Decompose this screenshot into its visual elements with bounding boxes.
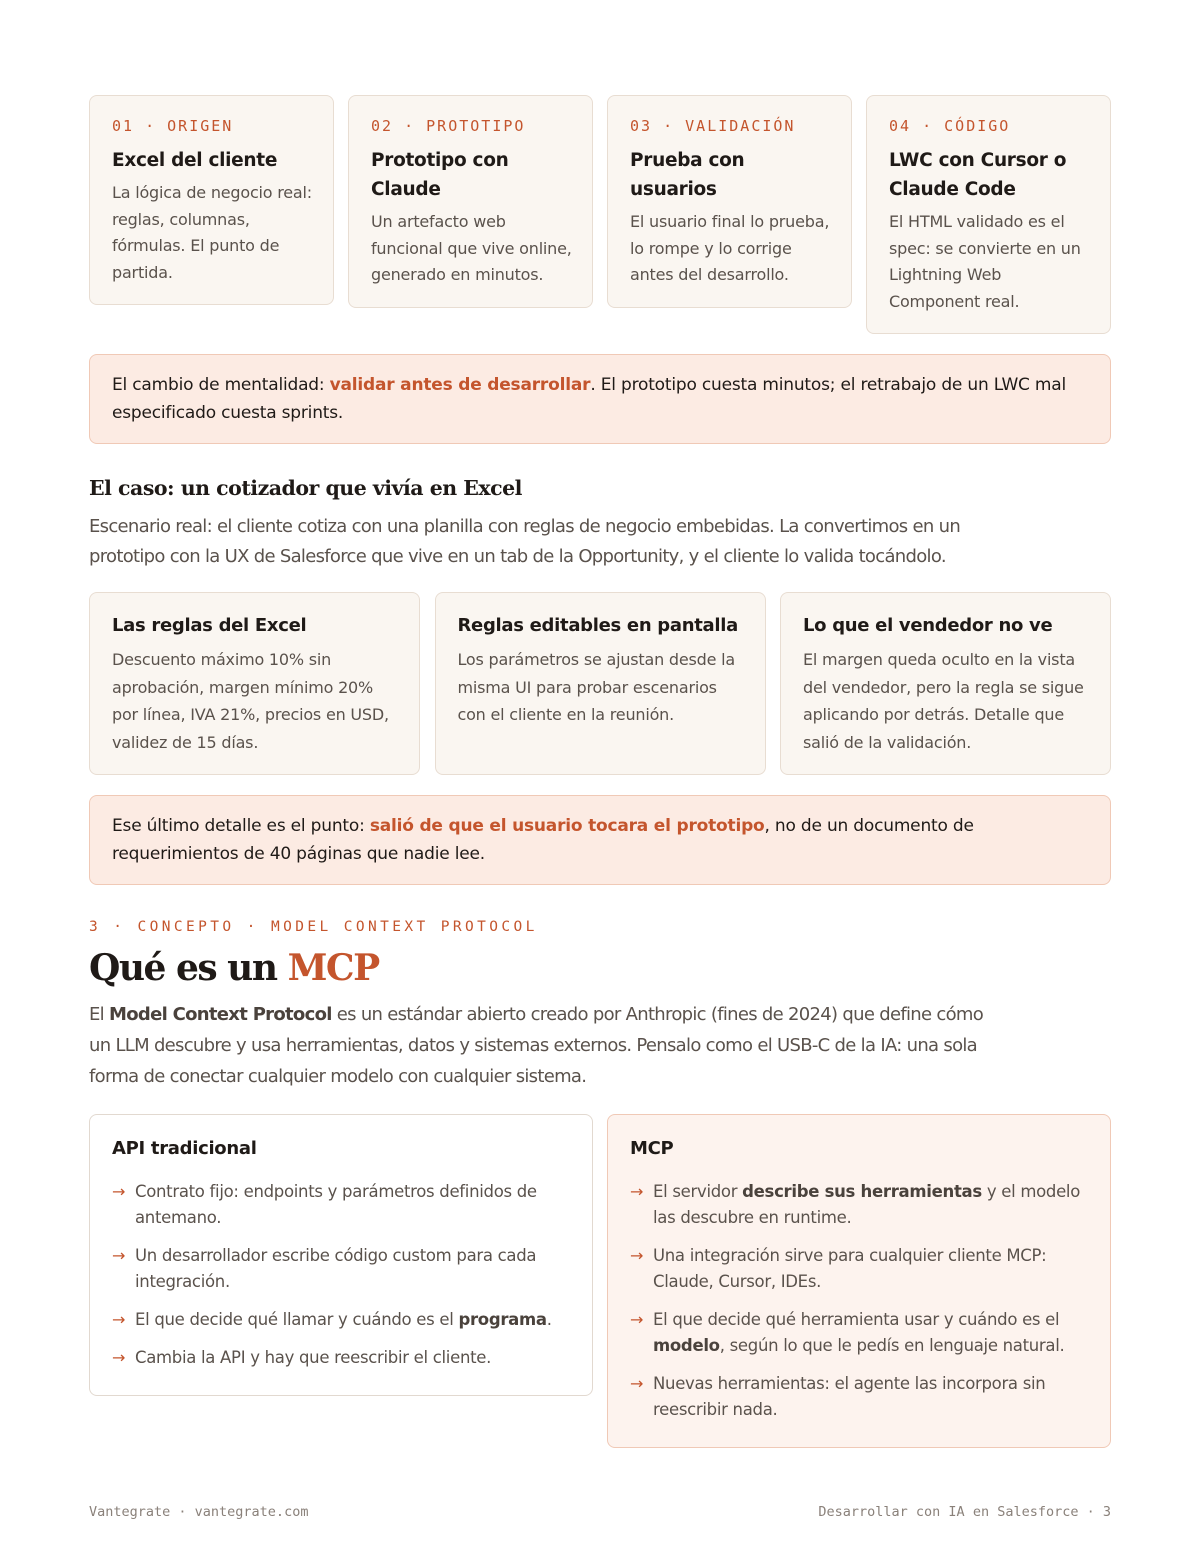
rule-title: Lo que el vendedor no ve [803, 615, 1053, 636]
item-text-part: Cambia la API y hay que reescribir el cliente. [135, 1348, 492, 1367]
panel-title: API tradicional [112, 1138, 257, 1159]
callout-highlight: salió de que el usuario tocara el prototipo [369, 816, 765, 836]
step-title: Excel del cliente [112, 150, 278, 171]
item-bold: programa [458, 1310, 547, 1329]
list-item [630, 1371, 1088, 1423]
section-title-text: Qué es un [89, 947, 288, 989]
callout-text: Ese último detalle es el punto: [112, 816, 370, 836]
case-description: Escenario real: el cliente cotiza con una planilla con reglas de negocio embebidas. La convertimos en un prototipo con la UX de Salesforce que vive en un tab de la Opportunity, y el cliente lo valida tocándolo. [89, 516, 961, 567]
arrow-right-icon: → [112, 1348, 126, 1367]
item-text [653, 1307, 1088, 1359]
step-label: 02 · PROTOTIPO [371, 117, 526, 135]
list-item [630, 1307, 1088, 1359]
item-text [135, 1307, 552, 1333]
desc-text: El [89, 1004, 109, 1025]
callout-text: . El prototipo cuesta minutos; el retrabajo de un LWC mal especificado cuesta sprints. [112, 375, 1067, 423]
callout-highlight: validar antes de desarrollar [329, 375, 591, 395]
desc-bold: Model Context Protocol [109, 1004, 332, 1025]
case-heading: El caso: un cotizador que vivía en Excel [89, 476, 522, 500]
section-title-accent: MCP [287, 947, 379, 989]
footer-page-info: Desarrollar con IA en Salesforce · 3 [818, 1504, 1111, 1520]
detail-callout [89, 795, 1111, 885]
section-title [89, 945, 1111, 991]
callout-text: , no de un documento de requerimientos de 40 páginas que nadie lee. [112, 816, 974, 864]
rule-description: Los parámetros se ajustan desde la misma UI para probar escenarios con el cliente en la reunión. [457, 650, 735, 724]
step-description: Un artefacto web funcional que vive online, generado en minutos. [371, 212, 572, 284]
item-text-part: Un desarrollador escribe código custom para cada integración. [135, 1246, 537, 1291]
list-item [112, 1243, 570, 1295]
arrow-right-icon: → [630, 1310, 644, 1329]
list-item [630, 1179, 1088, 1231]
item-text-part: Una integración sirve para cualquier cliente MCP: Claude, Cursor, IDEs. [653, 1246, 1047, 1291]
step-label: 04 · CÓDIGO [889, 117, 1011, 135]
rule-description: Descuento máximo 10% sin aprobación, margen mínimo 20% por línea, IVA 21%, precios en USD, validez de 15 días. [112, 650, 389, 752]
list-item [112, 1307, 570, 1333]
api-list [112, 1179, 570, 1371]
item-text [135, 1243, 570, 1295]
step-label: 03 · VALIDACIÓN [630, 117, 796, 135]
callout-text: El cambio de mentalidad: [112, 375, 330, 395]
arrow-right-icon: → [112, 1246, 126, 1265]
rule-card-excel [89, 592, 420, 775]
rule-card-vendedor [780, 592, 1111, 775]
mindset-callout [89, 354, 1111, 444]
section-description [89, 999, 1009, 1092]
item-text-part: y el modelo las descubre en runtime. [653, 1182, 1081, 1227]
item-bold: describe sus herramientas [742, 1182, 982, 1201]
page-footer [89, 1502, 1111, 1522]
list-item [112, 1179, 570, 1231]
mcp-panel [607, 1114, 1111, 1448]
step-card-validacion [607, 95, 852, 308]
arrow-right-icon: → [112, 1182, 126, 1201]
rule-title: Las reglas del Excel [112, 615, 307, 636]
item-text-part: , según lo que le pedís en lenguaje natural. [719, 1336, 1065, 1355]
step-title: LWC con Cursor o Claude Code [889, 150, 1067, 200]
rules-cards [89, 592, 1111, 775]
list-item [630, 1243, 1088, 1295]
list-item [112, 1345, 570, 1371]
item-text-part: El que decide qué llamar y cuándo es el [135, 1310, 459, 1329]
footer-brand: Vantegrate · vantegrate.com [89, 1504, 309, 1520]
step-card-prototipo [348, 95, 593, 308]
item-text [653, 1179, 1088, 1231]
step-description: El HTML validado es el spec: se convierte en un Lightning Web Component real. [889, 212, 1081, 311]
rule-card-editable [435, 592, 766, 775]
item-text-part: Nuevas herramientas: el agente las incorpora sin reescribir nada. [653, 1374, 1046, 1419]
item-text [135, 1345, 491, 1371]
comparison-panels [89, 1114, 1111, 1448]
page-content [89, 95, 1111, 1448]
mcp-list [630, 1179, 1088, 1423]
item-bold: modelo [653, 1336, 720, 1355]
rule-description: El margen queda oculto en la vista del vendedor, pero la regla se sigue aplicando por detrás. Detalle que salió de la validación. [803, 650, 1084, 752]
step-description: La lógica de negocio real: reglas, columnas, fórmulas. El punto de partida. [112, 183, 312, 282]
item-text [653, 1243, 1088, 1295]
step-card-origen [89, 95, 334, 305]
api-panel [89, 1114, 593, 1396]
process-steps [89, 95, 1111, 334]
item-text [135, 1179, 570, 1231]
panel-title: MCP [630, 1138, 674, 1159]
section-eyebrow: 3 · CONCEPTO · MODEL CONTEXT PROTOCOL [89, 919, 538, 935]
step-label: 01 · ORIGEN [112, 117, 234, 135]
item-text-part: El servidor [653, 1182, 743, 1201]
desc-text: es un estándar abierto creado por Anthropic (fines de 2024) que define cómo un LLM descubre y usa herramientas, datos y sistemas externos. Pensalo como el USB-C de la IA: una sola forma de conectar cualquier modelo con cualquier sistema. [89, 1004, 984, 1087]
arrow-right-icon: → [630, 1246, 644, 1265]
step-description: El usuario final lo prueba, lo rompe y lo corrige antes del desarrollo. [630, 212, 830, 284]
item-text-part: El que decide qué herramienta usar y cuándo es el [653, 1310, 1060, 1329]
step-title: Prueba con usuarios [630, 150, 745, 200]
item-text-part: . [546, 1310, 552, 1329]
arrow-right-icon: → [630, 1182, 644, 1201]
rule-title: Reglas editables en pantalla [457, 615, 738, 636]
arrow-right-icon: → [112, 1310, 126, 1329]
arrow-right-icon: → [630, 1374, 644, 1393]
step-title: Prototipo con Claude [371, 150, 509, 200]
item-text-part: Contrato fijo: endpoints y parámetros definidos de antemano. [135, 1182, 537, 1227]
step-card-codigo [866, 95, 1111, 334]
item-text [653, 1371, 1088, 1423]
